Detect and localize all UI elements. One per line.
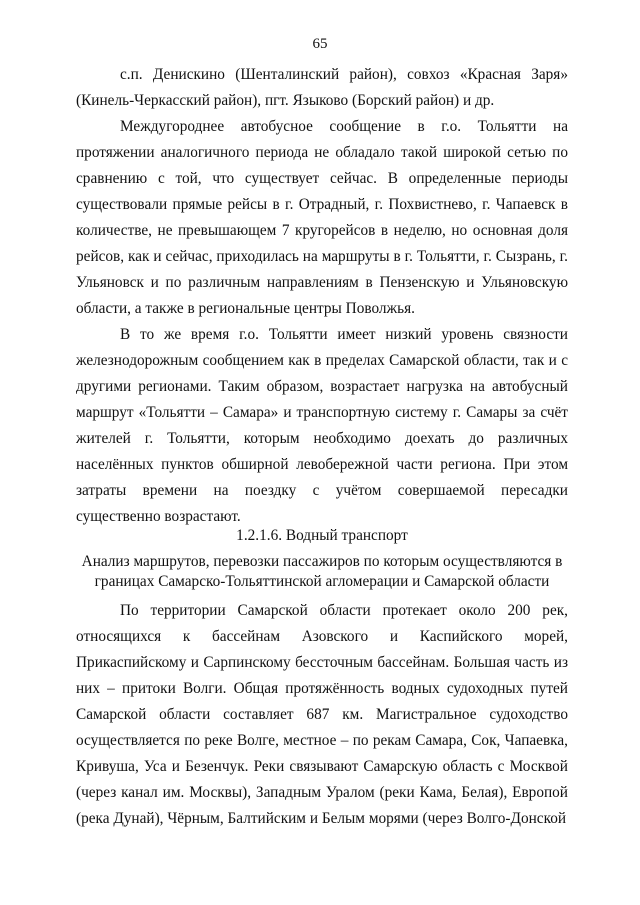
paragraph-3: В то же время г.о. Тольятти имеет низкий уровень связности железнодорожным сообщением как в пределах Самарской области, так и с другими регионами. Таким образом, возрастает нагрузка на автобусный маршрут «Тольятти – Самара» и транспортную систему г. Самары за счёт жителей г. Тольятти, которым необходимо доехать до различных населённых пунктов обширной левобережной части региона. При этом затраты времени на поездку с учётом совершаемой пересадки существенно возрастают.	[76, 326, 568, 525]
paragraph-1: с.п. Денискино (Шенталинский район), совхоз «Красная Заря» (Кинель-Черкасский район), пгт. Языково (Борский район) и др.	[76, 66, 568, 109]
paragraph-railway	[76, 322, 568, 530]
section-heading: 1.2.1.6. Водный транспорт	[236, 527, 408, 544]
paragraph-intercity-bus	[76, 114, 568, 322]
paragraph-2: Междугороднее автобусное сообщение в г.о. Тольятти на протяжении аналогичного периода не обладало такой широкой сетью по сравнению с той, что существует сейчас. В определенные периоды существовали прямые рейсы в г. Отрадный, г. Похвистнево, г. Чапаевск в количестве, не превышающем 7 кругорейсов в неделю, но основная доля рейсов, как и сейчас, приходилась на маршруты в г. Тольятти, г. Сызрань, г. Ульяновск и по различным направлениям в Пензенскую и Ульяновскую области, а также в региональные центры Поволжья.	[76, 118, 568, 317]
section-subheading: Анализ маршрутов, перевозки пассажиров по которым осуществляются в границах Самарско-Тольяттинской агломерации и Самарской области	[81, 553, 563, 590]
paragraph-water	[76, 598, 568, 832]
page-number: 65	[312, 36, 328, 52]
paragraph-4: По территории Самарской области протекает около 200 рек, относящихся к бассейнам Азовского и Каспийского морей, Прикаспийскому и Сарпинскому бессточным бассейнам. Большая часть из них – притоки Волги. Общая протяжённость водных судоходных путей Самарской области составляет 687 км. Магистральное судоходство осуществляется по реке Волге, местное – по рекам Самара, Сок, Чапаевка, Кривуша, Уса и Безенчук. Реки связывают Самарскую область с Москвой (через канал им. Москвы), Западным Уралом (реки Кама, Белая), Европой (река Дунай), Чёрным, Балтийским и Белым морями (через Волго-Донской	[76, 602, 568, 827]
paragraph-continuation	[76, 62, 568, 114]
